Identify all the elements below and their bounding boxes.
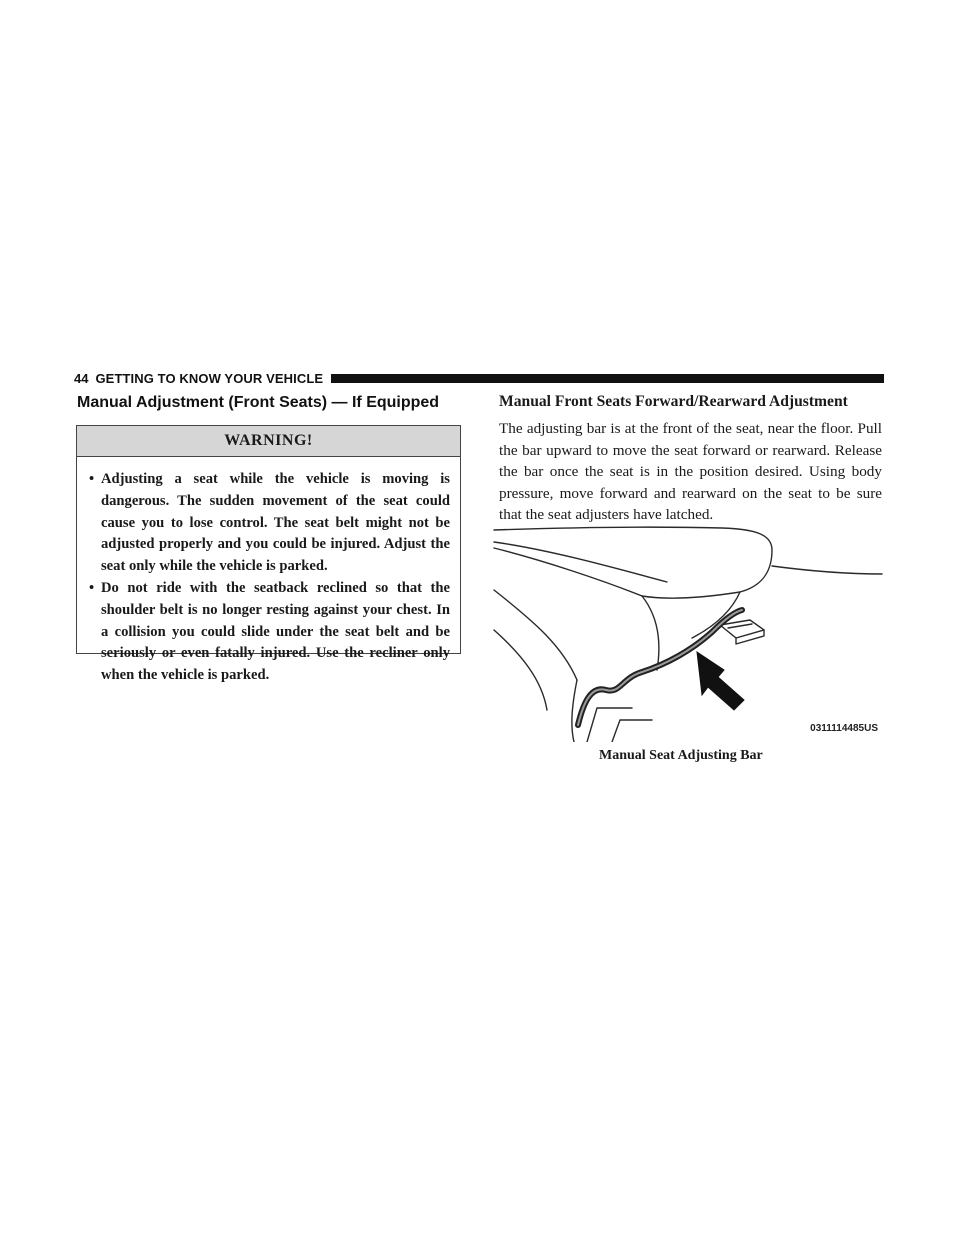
- seat-adjusting-bar-figure: [492, 520, 884, 742]
- warning-heading: WARNING!: [77, 426, 460, 457]
- figure-code: 0311114485US: [810, 723, 878, 734]
- warning-item: [89, 469, 450, 578]
- header-rule: [331, 374, 884, 383]
- page-header: [74, 370, 884, 386]
- warning-list: [77, 457, 460, 687]
- subheading: Manual Front Seats Forward/Rearward Adjustment: [499, 393, 848, 410]
- warning-item-text: Adjusting a seat while the vehicle is moving is dangerous. The sudden movement of the seat could cause you to lose control. The seat belt might not be adjusted properly and you could be injured. Adjust the seat only while the vehicle is parked.: [101, 471, 450, 575]
- body-paragraph: The adjusting bar is at the front of the seat, near the floor. Pull the bar upward to move the seat forward or rearward. Release the bar once the seat is in the position desired. Using body pressure, move forward and rearward on the seat to be sure that the seat adjusters have latched.: [499, 420, 882, 524]
- warning-item: [89, 578, 450, 687]
- pointer-arrow-icon: [697, 652, 744, 710]
- section-title: Manual Adjustment (Front Seats) — If Equipped: [77, 394, 440, 411]
- figure-caption: Manual Seat Adjusting Bar: [599, 748, 763, 763]
- bullet-icon: •: [89, 471, 95, 487]
- warning-item-text: Do not ride with the seatback reclined so that the shoulder belt is no longer resting against your chest. In a collision you could slide under the seat belt and be seriously or even fatally injured. Use the recliner only when the vehicle is parked.: [101, 579, 450, 684]
- chapter-title: GETTING TO KNOW YOUR VEHICLE: [95, 370, 324, 386]
- seat-illustration: [492, 520, 884, 742]
- page-number: 44: [74, 370, 89, 386]
- warning-box: [76, 425, 461, 684]
- bullet-icon: •: [89, 579, 95, 596]
